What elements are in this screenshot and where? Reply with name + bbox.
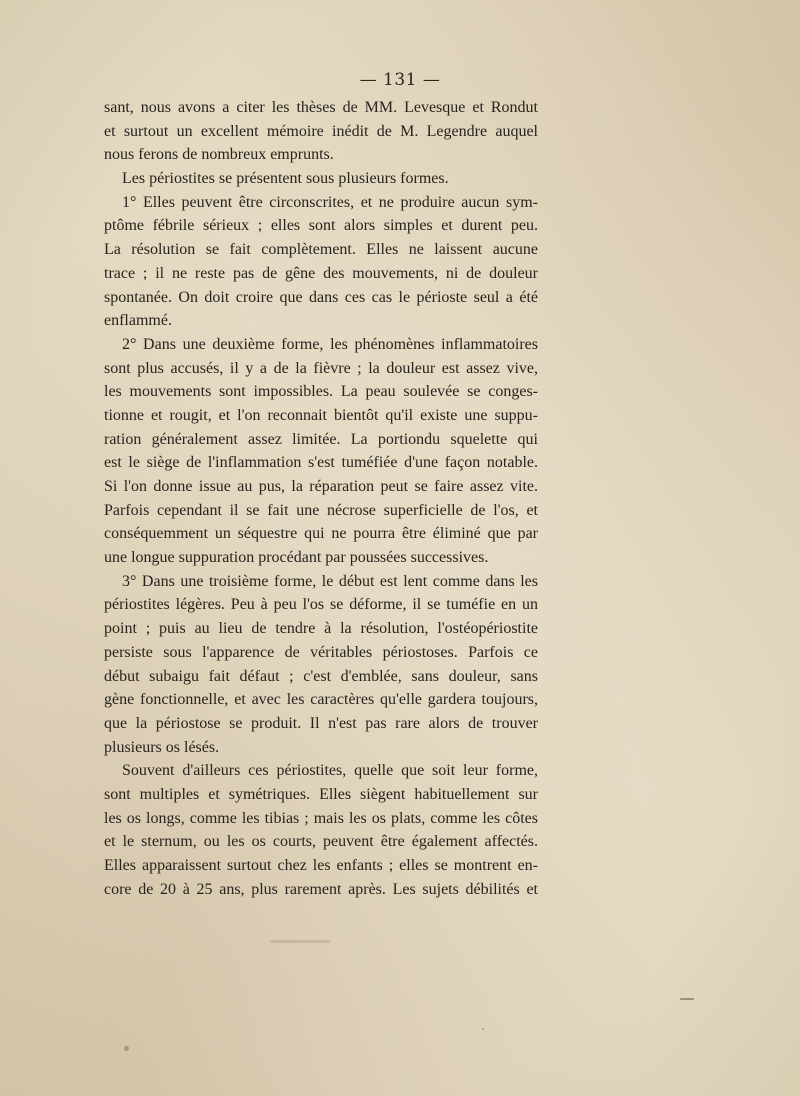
paper-speck: [270, 940, 330, 943]
page-number: — 131 —: [359, 70, 441, 90]
text-line: nous ferons de nombreux emprunts.: [104, 146, 334, 164]
body-text: [104, 96, 538, 901]
text-line: ration généralement assez limitée. La portiondu squelette qui: [104, 430, 538, 448]
text-line: ptôme fébrile sérieux ; elles sont alors simples et durent peu.: [104, 217, 538, 235]
text-line: les os longs, comme les tibias ; mais les os plats, comme les côtes: [104, 809, 538, 827]
text-line: Les périostites se présentent sous plusieurs formes.: [122, 170, 449, 188]
text-line: Souvent d'ailleurs ces périostites, quelle que soit leur forme,: [122, 762, 538, 780]
paragraph: [104, 167, 538, 191]
text-line: Elles apparaissent surtout chez les enfants ; elles se montrent en-: [104, 857, 538, 874]
text-line: et le sternum, ou les os courts, peuvent être également affectés.: [104, 833, 538, 851]
text-line: enflammé.: [104, 312, 172, 330]
text-line: une longue suppuration procédant par poussées successives.: [104, 549, 489, 567]
text-line: sont plus accusés, il y a de la fièvre ; la douleur est assez vive,: [104, 359, 538, 377]
text-line: plusieurs os lésés.: [104, 738, 220, 756]
text-line: core de 20 à 25 ans, plus rarement après. Les sujets débilités et: [104, 880, 538, 898]
paper-speck: [124, 1046, 129, 1051]
text-line: gène fonctionnelle, et avec les caractères qu'elle gardera toujours,: [104, 691, 538, 709]
text-line: début subaigu fait défaut ; c'est d'emblée, sans douleur, sans: [104, 667, 538, 685]
text-line: Parfois cependant il se fait une nécrose superficielle de l'os, et: [104, 501, 538, 519]
text-line: sant, nous avons a citer les thèses de MM. Levesque et Rondut: [104, 99, 538, 116]
text-line: les mouvements sont impossibles. La peau soulevée se conges-: [104, 383, 538, 401]
text-line: que la périostose se produit. Il n'est pas rare alors de trouver: [104, 714, 538, 732]
text-line: tionne et rougit, et l'on reconnait bientôt qu'il existe une suppu-: [104, 406, 538, 424]
text-line: Si l'on donne issue au pus, la réparation peut se faire assez vite.: [104, 478, 538, 495]
paragraph: [104, 191, 538, 333]
text-line: point ; puis au lieu de tendre à la résolution, l'ostéopériostite: [104, 620, 538, 638]
text-line: trace ; il ne reste pas de gêne des mouvements, ni de douleur: [104, 264, 538, 282]
paragraph: [104, 333, 538, 570]
text-line: périostites légères. Peu à peu l'os se déforme, il se tuméfie en un: [104, 596, 538, 614]
text-line: sont multiples et symétriques. Elles siègent habituellement sur: [104, 785, 538, 803]
paper-speck: [680, 998, 694, 1000]
paragraph: [104, 570, 538, 760]
text-line: et surtout un excellent mémoire inédit de M. Legendre auquel: [104, 122, 538, 140]
text-line: La résolution se fait complètement. Elles ne laissent aucune: [104, 241, 538, 259]
text-line: conséquemment un séquestre qui ne pourra être éliminé que par: [104, 525, 538, 543]
text-line: 2° Dans une deuxième forme, les phénomènes inflammatoires: [122, 335, 538, 353]
text-line: est le siège de l'inflammation s'est tuméfiée d'une façon notable.: [104, 454, 538, 472]
paragraph: [104, 96, 538, 167]
text-line: spontanée. On doit croire que dans ces cas le périoste seul a été: [104, 288, 538, 306]
text-line: persiste sous l'apparence de véritables périostoses. Parfois ce: [104, 643, 538, 661]
paper-speck: [482, 1028, 484, 1030]
text-line: 3° Dans une troisième forme, le début est lent comme dans les: [122, 572, 538, 590]
paragraph: [104, 759, 538, 901]
text-line: 1° Elles peuvent être circonscrites, et ne produire aucun sym-: [122, 193, 538, 211]
